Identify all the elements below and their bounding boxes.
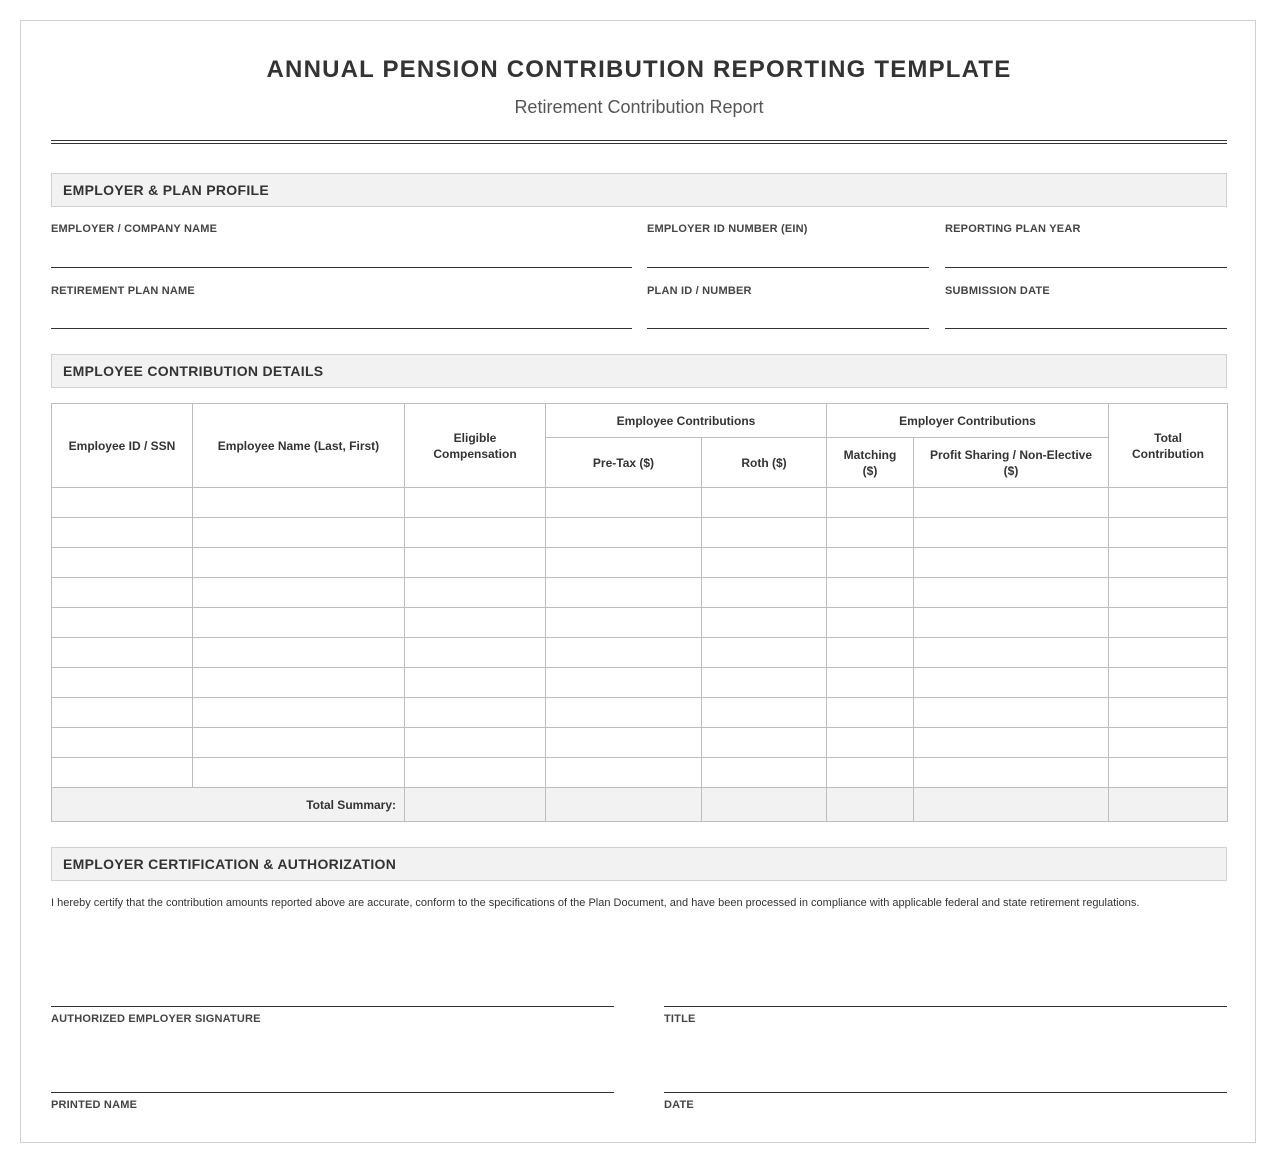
employee-id-cell[interactable] <box>52 638 193 668</box>
roth-cell[interactable] <box>702 668 827 698</box>
employee-name-cell[interactable] <box>193 638 405 668</box>
title-label: TITLE <box>664 1013 696 1025</box>
certification-statement: I hereby certify that the contribution amounts reported above are accurate, conform to the specifications of the Plan Document, and have been processed in compliance with applicable federal and state retirement regulations. <box>51 897 1140 909</box>
employee-id-cell[interactable] <box>52 728 193 758</box>
total-pretax-cell[interactable] <box>546 788 702 822</box>
profit-sharing-cell[interactable] <box>914 668 1109 698</box>
employee-id-cell[interactable] <box>52 578 193 608</box>
total-contribution-text: Total Contribution <box>1132 430 1204 461</box>
table-row <box>52 698 1228 728</box>
total-roth-cell[interactable] <box>702 788 827 822</box>
table-row <box>52 488 1228 518</box>
employee-name-cell[interactable] <box>193 518 405 548</box>
matching-cell[interactable] <box>827 668 914 698</box>
table-row <box>52 728 1228 758</box>
submission-date-label: SUBMISSION DATE <box>945 285 1050 297</box>
eligible-compensation-cell[interactable] <box>405 698 546 728</box>
total-contribution-cell[interactable] <box>1109 668 1228 698</box>
header-divider <box>51 140 1227 144</box>
plan-name-field[interactable] <box>51 328 632 329</box>
profit-sharing-cell[interactable] <box>914 548 1109 578</box>
eligible-compensation-cell[interactable] <box>405 578 546 608</box>
pretax-cell[interactable] <box>546 638 702 668</box>
pretax-cell[interactable] <box>546 698 702 728</box>
col-matching <box>827 438 914 488</box>
form-title: ANNUAL PENSION CONTRIBUTION REPORTING TEMPLATE <box>266 56 1012 83</box>
company-name-field[interactable] <box>51 267 632 268</box>
pretax-cell[interactable] <box>546 728 702 758</box>
total-contribution-cell[interactable] <box>1109 788 1228 822</box>
employee-id-cell[interactable] <box>52 758 193 788</box>
employee-name-cell[interactable] <box>193 668 405 698</box>
profit-sharing-cell[interactable] <box>914 728 1109 758</box>
profit-sharing-cell[interactable] <box>914 758 1109 788</box>
table-row <box>52 668 1228 698</box>
table-row <box>52 608 1228 638</box>
profit-sharing-cell[interactable] <box>914 578 1109 608</box>
table-row <box>52 758 1228 788</box>
total-contribution-cell[interactable] <box>1109 488 1228 518</box>
eligible-compensation-cell[interactable] <box>405 728 546 758</box>
total-summary-row <box>52 788 1228 822</box>
matching-cell[interactable] <box>827 518 914 548</box>
company-name-label: EMPLOYER / COMPANY NAME <box>51 223 218 235</box>
col-employee-id: Employee ID / SSN <box>52 404 193 488</box>
pretax-cell[interactable] <box>546 488 702 518</box>
table-row <box>52 548 1228 578</box>
pretax-cell[interactable] <box>546 668 702 698</box>
eligible-compensation-cell[interactable] <box>405 758 546 788</box>
total-summary-label: Total Summary: <box>52 788 405 822</box>
pretax-cell[interactable] <box>546 608 702 638</box>
total-contribution-cell[interactable] <box>1109 728 1228 758</box>
employee-name-cell[interactable] <box>193 578 405 608</box>
total-contribution-cell[interactable] <box>1109 578 1228 608</box>
employee-name-cell[interactable] <box>193 608 405 638</box>
matching-text: Matching ($) <box>843 447 897 478</box>
roth-cell[interactable] <box>702 608 827 638</box>
eligible-compensation-cell[interactable] <box>405 518 546 548</box>
col-profit-sharing <box>914 438 1109 488</box>
total-contribution-cell[interactable] <box>1109 758 1228 788</box>
plan-id-field[interactable] <box>647 328 929 329</box>
eligible-compensation-cell[interactable] <box>405 638 546 668</box>
col-eligible-compensation <box>405 404 546 488</box>
employee-id-cell[interactable] <box>52 518 193 548</box>
roth-cell[interactable] <box>702 488 827 518</box>
profit-sharing-text: Profit Sharing / Non-Elective ($) <box>929 447 1093 478</box>
profit-sharing-cell[interactable] <box>914 638 1109 668</box>
matching-cell[interactable] <box>827 698 914 728</box>
ein-label: EMPLOYER ID NUMBER (EIN) <box>647 223 808 235</box>
col-total-contribution <box>1109 404 1228 488</box>
plan-year-field[interactable] <box>945 267 1227 268</box>
matching-cell[interactable] <box>827 638 914 668</box>
matching-cell[interactable] <box>827 758 914 788</box>
employee-name-cell[interactable] <box>193 548 405 578</box>
roth-cell[interactable] <box>702 698 827 728</box>
employee-id-cell[interactable] <box>52 668 193 698</box>
col-employee-name: Employee Name (Last, First) <box>193 404 405 488</box>
matching-cell[interactable] <box>827 578 914 608</box>
roth-cell[interactable] <box>702 578 827 608</box>
total-eligible-compensation-cell[interactable] <box>405 788 546 822</box>
employee-name-cell[interactable] <box>193 728 405 758</box>
printed-name-field[interactable] <box>51 1092 614 1093</box>
eligible-compensation-cell[interactable] <box>405 608 546 638</box>
certification-header: EMPLOYER CERTIFICATION & AUTHORIZATION <box>51 847 1227 881</box>
table-row <box>52 518 1228 548</box>
total-contribution-cell[interactable] <box>1109 548 1228 578</box>
roth-cell[interactable] <box>702 518 827 548</box>
col-group-employer: Employer Contributions <box>827 404 1109 438</box>
total-matching-cell[interactable] <box>827 788 914 822</box>
employee-id-cell[interactable] <box>52 548 193 578</box>
matching-cell[interactable] <box>827 608 914 638</box>
employer-profile-header: EMPLOYER & PLAN PROFILE <box>51 173 1227 207</box>
total-contribution-cell[interactable] <box>1109 518 1228 548</box>
employee-name-cell[interactable] <box>193 758 405 788</box>
eligible-compensation-text: Eligible Compensation <box>433 430 517 461</box>
employee-name-cell[interactable] <box>193 698 405 728</box>
employee-id-cell[interactable] <box>52 608 193 638</box>
date-label: DATE <box>664 1099 694 1111</box>
contribution-table <box>51 403 1228 822</box>
signature-label: AUTHORIZED EMPLOYER SIGNATURE <box>51 1013 261 1025</box>
title-field[interactable] <box>664 1006 1227 1007</box>
pretax-cell[interactable] <box>546 758 702 788</box>
profit-sharing-cell[interactable] <box>914 608 1109 638</box>
roth-cell[interactable] <box>702 728 827 758</box>
profit-sharing-cell[interactable] <box>914 698 1109 728</box>
submission-date-field[interactable] <box>945 328 1227 329</box>
printed-name-label: PRINTED NAME <box>51 1099 138 1111</box>
profit-sharing-cell[interactable] <box>914 518 1109 548</box>
matching-cell[interactable] <box>827 488 914 518</box>
total-profit-sharing-cell[interactable] <box>914 788 1109 822</box>
contribution-rows <box>52 488 1228 788</box>
plan-id-label: PLAN ID / NUMBER <box>647 285 752 297</box>
employee-id-cell[interactable] <box>52 488 193 518</box>
matching-cell[interactable] <box>827 728 914 758</box>
total-contribution-cell[interactable] <box>1109 608 1228 638</box>
roth-cell[interactable] <box>702 548 827 578</box>
eligible-compensation-cell[interactable] <box>405 548 546 578</box>
employee-name-cell[interactable] <box>193 488 405 518</box>
form-page <box>20 20 1256 1143</box>
pretax-cell[interactable] <box>546 548 702 578</box>
table-row <box>52 638 1228 668</box>
pretax-cell[interactable] <box>546 578 702 608</box>
signature-field[interactable] <box>51 1006 614 1007</box>
plan-year-label: REPORTING PLAN YEAR <box>945 223 1081 235</box>
eligible-compensation-cell[interactable] <box>405 668 546 698</box>
eligible-compensation-cell[interactable] <box>405 488 546 518</box>
col-roth: Roth ($) <box>702 438 827 488</box>
ein-field[interactable] <box>647 267 929 268</box>
matching-cell[interactable] <box>827 548 914 578</box>
col-group-employee: Employee Contributions <box>546 404 827 438</box>
total-contribution-cell[interactable] <box>1109 638 1228 668</box>
profit-sharing-cell[interactable] <box>914 488 1109 518</box>
pretax-cell[interactable] <box>546 518 702 548</box>
plan-name-label: RETIREMENT PLAN NAME <box>51 285 195 297</box>
col-pretax: Pre-Tax ($) <box>546 438 702 488</box>
total-contribution-cell[interactable] <box>1109 698 1228 728</box>
form-subtitle: Retirement Contribution Report <box>514 97 764 117</box>
employee-id-cell[interactable] <box>52 698 193 728</box>
contribution-details-header: EMPLOYEE CONTRIBUTION DETAILS <box>51 354 1227 388</box>
date-field[interactable] <box>664 1092 1227 1093</box>
table-row <box>52 578 1228 608</box>
roth-cell[interactable] <box>702 638 827 668</box>
roth-cell[interactable] <box>702 758 827 788</box>
